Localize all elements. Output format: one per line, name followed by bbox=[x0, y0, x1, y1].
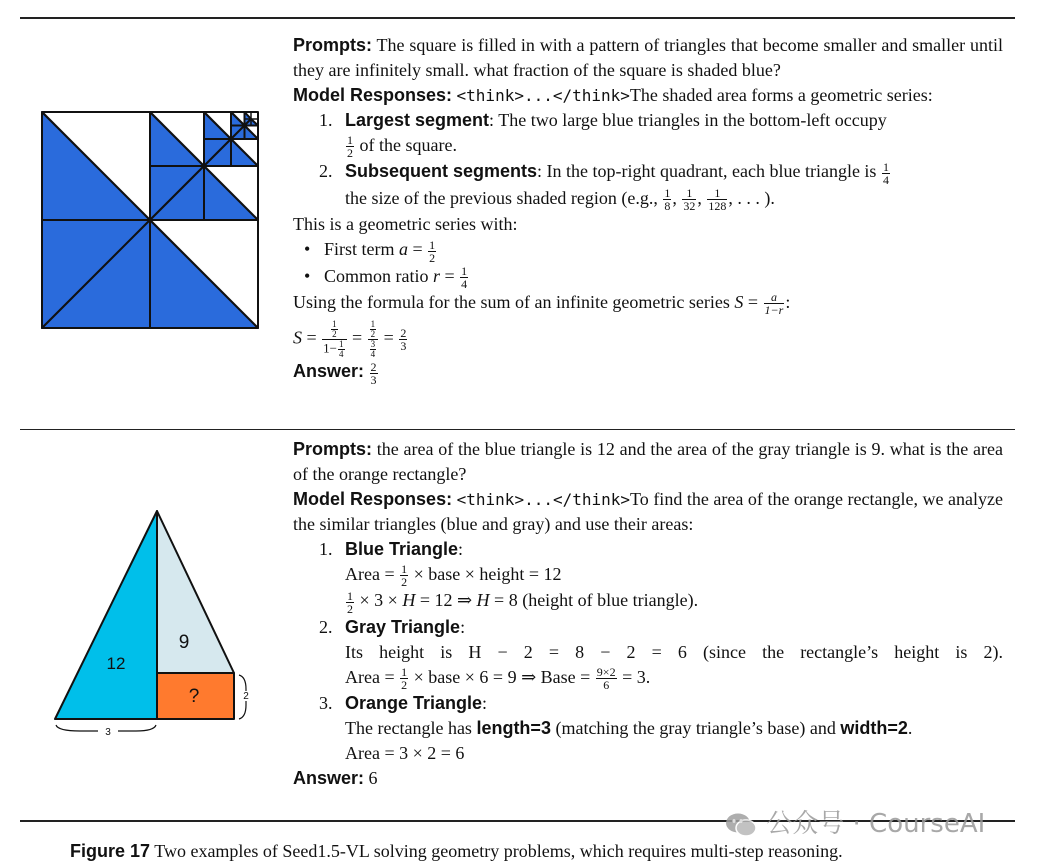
bullet-first-term: • First term a = $\frac{1}{2}$ bbox=[304, 237, 436, 265]
formula-line: Using the formula for the sum of an infinite geometric series bbox=[293, 291, 730, 312]
item2-line1: Its height is H − 2 = 8 − 2 = 6 (since the rectangle’s height is 2). bbox=[345, 641, 1003, 662]
fraction: $\frac{1}{32}$ bbox=[683, 186, 696, 214]
list-item-3: 3. Orange Triangle: bbox=[293, 691, 1003, 716]
caption-label: Figure 17 bbox=[70, 841, 151, 861]
prompt-text: the area of the blue triangle is 12 and the area of the gray triangle is 9. what is the area of the orange rectangle? bbox=[293, 439, 1003, 484]
think-tag: <think>...</think> bbox=[456, 490, 631, 509]
bullet-text: Common ratio bbox=[324, 265, 429, 286]
item-title: Orange Triangle bbox=[345, 693, 483, 714]
prompts-label: Prompts: bbox=[293, 439, 373, 459]
item-text-cont: the size of the previous shaded region (e.g., bbox=[345, 187, 658, 208]
fraction: $\frac{1}{8}$ bbox=[664, 186, 671, 214]
example1-text: Prompts: The square is filled in with a pattern of triangles that become smaller and smaller until they are infinitely small. what fraction of the square is shaded blue? Model Responses: <think>...</think>The shaded area forms a geometric series: 1. Largest segment: The two large blue triangles in the bottom-left occupy $\frac{1}{2}$ of the square. 2. Subsequent segments: In the top-right quadrant, each blue triangle is $\frac{1}{4}$ the size of the previous shaded region (e.g., $\frac{1}{8}$ , $\frac{1}{32}$ , $\frac{1}{128}$ , . . . ). This is a geometric series with: • First term a = $\frac{1}{2}$ • Common ratio r = $\frac{1}{4}$ Using the formula for the sum of an infinite geometric series S = $\frac{a}{1-r}$ : S = $\frac{1}{2}$ 1− $\frac{1}{4}$ = $\frac{\frac{1}{2}}{\frac{3}{4}}$ = $\frac{2}{3}$ Answer: $\frac{2}{3}$ bbox=[293, 35, 1003, 387]
response-intro: The shaded area forms a geometric series: bbox=[629, 85, 933, 105]
item-number: 2. bbox=[319, 161, 333, 182]
item3-line1: The rectangle has length=3 (matching the gray triangle’s base) and width=2. bbox=[345, 718, 913, 739]
gray-triangle bbox=[157, 511, 234, 673]
prompt-text: The square is filled in with a pattern of triangles that become smaller and smaller until they are infinitely small. what fraction of the square is shaded blue? bbox=[293, 35, 1003, 80]
caption-text: Two examples of Seed1.5-VL solving geometry problems, which requires multi-step reasoning. bbox=[154, 841, 843, 861]
fraction: $\frac{1}{2}$ bbox=[429, 237, 436, 265]
fraction: $\frac{\frac{1}{2}}{\frac{3}{4}}$ bbox=[368, 320, 379, 359]
item-title: Blue Triangle bbox=[345, 539, 459, 559]
item-text: : The two large blue triangles in the bottom-left occupy bbox=[489, 110, 887, 130]
top-rule bbox=[20, 17, 1015, 19]
middle-rule bbox=[20, 429, 1015, 430]
triangle-rectangle-figure bbox=[50, 505, 255, 740]
fraction: $\frac{1}{2}$ 1− $\frac{1}{4}$ bbox=[322, 320, 346, 359]
answer-value: $\frac{2}{3}$ bbox=[370, 359, 377, 387]
fraction: $\frac{1}{4}$ bbox=[882, 159, 889, 187]
item-number: 2. bbox=[319, 616, 333, 637]
list-item-1 bbox=[293, 108, 1003, 159]
length-value: length=3 bbox=[476, 718, 551, 739]
think-tag: <think>...</think> bbox=[456, 86, 630, 105]
label-blue-area: 12 bbox=[106, 654, 126, 673]
item-number: 1. bbox=[319, 539, 333, 559]
item-text-cont: of the square. bbox=[359, 135, 457, 155]
item2-line2: Area = $\frac{1}{2}$ × base × 6 = 9 ⇒ Base = $\frac{9\times 2}{6}$ = 3. bbox=[345, 665, 651, 693]
responses-label: Model Responses: bbox=[293, 85, 453, 105]
item-number: 1. bbox=[319, 110, 333, 130]
answer-label: Answer: bbox=[293, 361, 365, 382]
item1-line2: $\frac{1}{2}$ × 3 × H = 12 ⇒ H = 8 (height of blue triangle). bbox=[347, 588, 699, 616]
fraction: $\frac{1}{2}$ bbox=[347, 588, 353, 616]
series-line: This is a geometric series with: bbox=[293, 214, 518, 235]
item-text: : In the top-right quadrant, each blue triangle is bbox=[537, 161, 877, 182]
fraction: $\frac{9\times 2}{6}$ bbox=[596, 665, 616, 693]
item-number: 3. bbox=[319, 693, 333, 714]
label-side: 2 bbox=[243, 691, 249, 702]
fraction: $\frac{a}{1-r}$ bbox=[764, 290, 784, 318]
list-item-2: 2. Gray Triangle: bbox=[293, 615, 1003, 640]
list-item-1: 1. Blue Triangle: bbox=[293, 537, 1003, 562]
label-rect-unknown: ? bbox=[188, 686, 200, 707]
fraction: $\frac{1}{128}$ bbox=[708, 186, 727, 214]
watermark bbox=[724, 803, 985, 840]
sum-equation: S = $\frac{1}{2}$ 1− $\frac{1}{4}$ = $\frac{\frac{1}{2}}{\frac{3}{4}}$ = $\frac{2}{3}$ bbox=[293, 319, 407, 360]
example2-text bbox=[293, 437, 1003, 791]
item-title: Gray Triangle bbox=[345, 616, 461, 637]
blue-triangle bbox=[55, 511, 157, 719]
label-base: 3 bbox=[105, 727, 111, 738]
item-title: Largest segment bbox=[345, 110, 490, 130]
answer-label: Answer: bbox=[293, 768, 365, 789]
item-text-end: , . . . ). bbox=[728, 187, 775, 208]
list-item-2: 2. Subsequent segments: In the top-right quadrant, each blue triangle is $\frac{1}{4}$ the size of the previous shaded region (e.g., $\frac{1}{8}$ , $\frac{1}{32}$ , $\frac{1}{128}$ , . . . ). bbox=[319, 159, 889, 214]
fraction: $\frac{1}{4}$ bbox=[461, 263, 468, 291]
item-title: Subsequent segments bbox=[345, 161, 538, 182]
answer-value: 6 bbox=[368, 768, 378, 789]
response-intro: To find the area of the orange rectangle, we analyze the similar triangles (blue and gray) and use their areas: bbox=[293, 489, 1004, 534]
fraction: $\frac{1}{2}$ bbox=[347, 133, 353, 161]
bullet-common-ratio: • Common ratio r = $\frac{1}{4}$ bbox=[304, 263, 468, 291]
square-triangles-figure bbox=[40, 110, 262, 332]
wechat-icon bbox=[724, 812, 758, 838]
figure-caption bbox=[70, 841, 843, 862]
fraction: $\frac{2}{3}$ bbox=[400, 326, 407, 354]
fraction: $\frac{1}{2}$ bbox=[401, 665, 408, 693]
prompts-label: Prompts: bbox=[293, 35, 373, 55]
watermark-text: 公众号 · CourseAI bbox=[766, 809, 986, 839]
item1-line1: Area = $\frac{1}{2}$ × base × height = 12 bbox=[345, 562, 562, 590]
responses-label: Model Responses: bbox=[293, 489, 453, 509]
width-value: width=2 bbox=[840, 718, 908, 739]
fraction: $\frac{1}{2}$ bbox=[401, 562, 408, 590]
label-gray-area: 9 bbox=[178, 632, 190, 653]
bullet-text: First term bbox=[324, 239, 395, 260]
item3-line3: Area = 3 × 2 = 6 bbox=[345, 743, 465, 764]
